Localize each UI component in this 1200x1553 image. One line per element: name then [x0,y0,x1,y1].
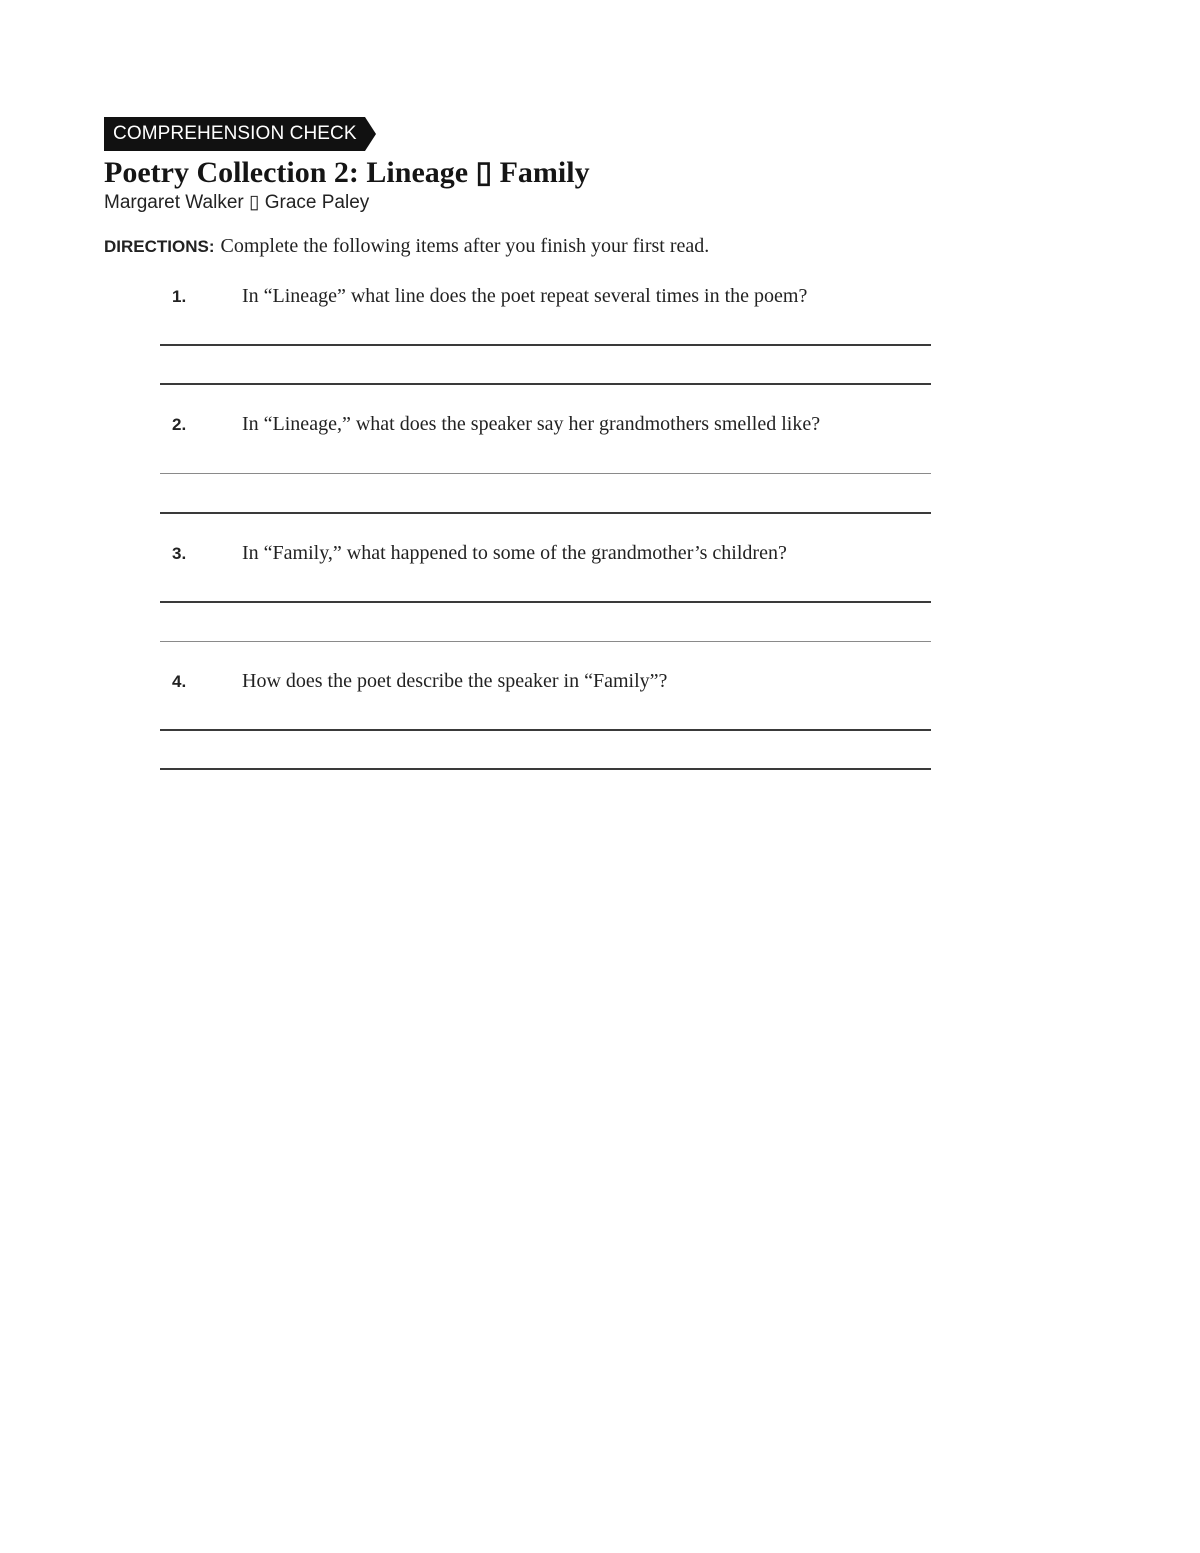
answer-line-4b[interactable] [160,768,931,770]
question-number: 2. [172,415,187,434]
question-text: In “Lineage,” what does the speaker say her grandmothers smelled like? [242,413,821,435]
answer-line-1b[interactable] [160,383,931,385]
answer-line-3b[interactable] [160,641,931,642]
answer-line-2a[interactable] [160,473,931,474]
badge-label: COMPREHENSION CHECK [104,117,365,151]
question-3 [0,539,1200,567]
question-text: How does the poet describe the speaker in “Family”? [242,670,668,692]
answer-line-2b[interactable] [160,512,931,514]
directions-label: DIRECTIONS: [104,237,215,256]
question-2 [0,410,1200,438]
answer-line-1a[interactable] [160,344,931,346]
question-number: 4. [172,672,187,691]
question-number: 1. [172,287,187,306]
question-text: In “Lineage” what line does the poet repeat several times in the poem? [242,285,808,307]
page-title: Poetry Collection 2: Lineage ▯ Family [104,156,590,189]
question-1 [0,282,1200,310]
question-4 [0,667,1200,695]
answer-line-4a[interactable] [160,729,931,731]
badge-arrow-icon [365,117,376,151]
directions-text: Complete the following items after you finish your first read. [220,235,710,257]
answer-line-3a[interactable] [160,601,931,603]
question-text: In “Family,” what happened to some of the grandmother’s children? [242,542,787,564]
directions [104,232,709,261]
authors-subtitle: Margaret Walker ▯ Grace Paley [104,192,370,213]
comprehension-check-badge [104,117,376,151]
question-number: 3. [172,544,187,563]
